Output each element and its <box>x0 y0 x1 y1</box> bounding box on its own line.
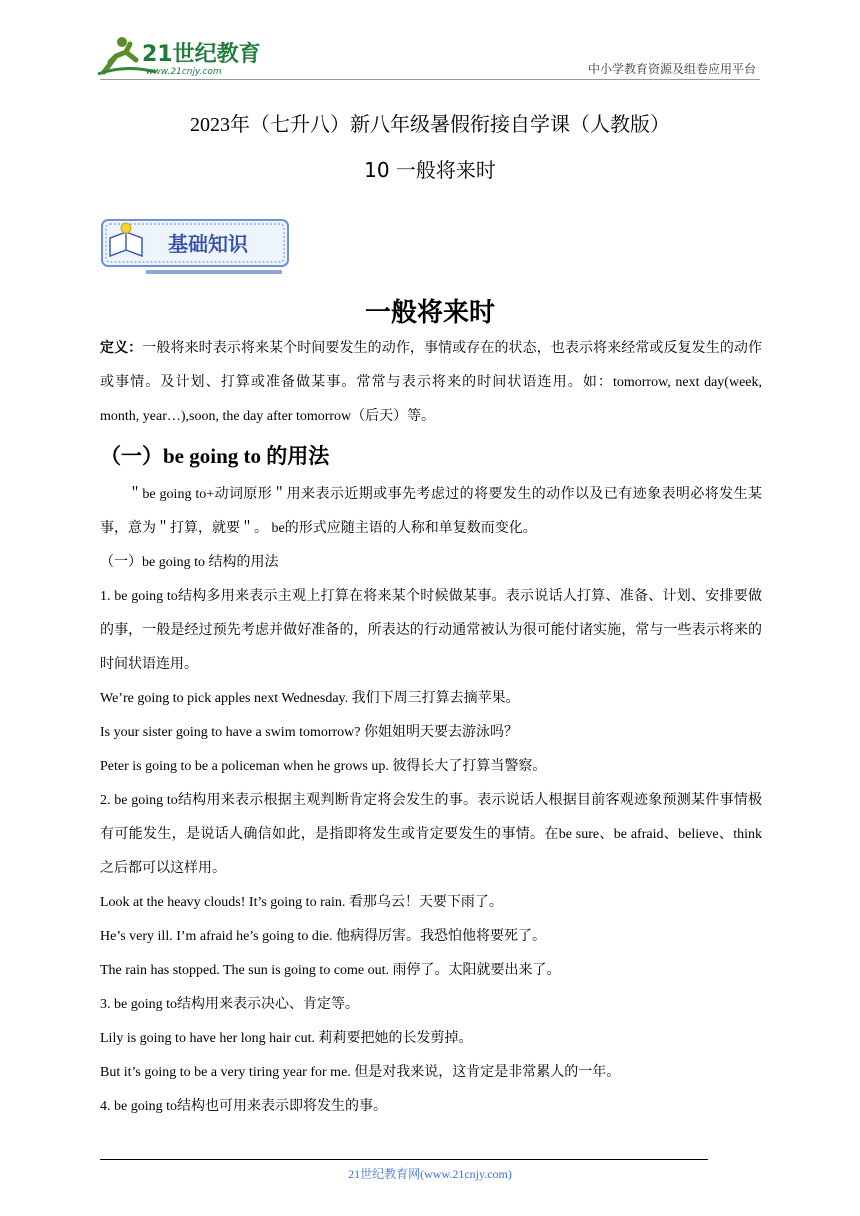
definition-text: 一般将来时表示将来某个时间要发生的动作，事情或存在的状态，也表示将来经常或反复发生的动作或事情。及计划、打算或准备做某事。常常与表示将来的时间状语连用。如：tomorrow, next day(week, month, year…),soon, the day after tomorrow（后天）等。 <box>100 341 763 424</box>
header-divider <box>100 79 760 80</box>
example-line: Is your sister going to have a swim tomorrow? 你姐姐明天要去游泳吗？ <box>100 725 519 740</box>
rule-3: 3. be going to结构用来表示决心、肯定等。 <box>100 997 359 1012</box>
rule-2: 2. be going to结构用来表示根据主观判断肯定将会发生的事。表示说话人根据目前客观迹象预测某件事情极有可能发生，是说话人确信如此，是指即将发生或肯定要发生的事情。在be sure、be afraid、believe、think 之后都可以这样用。 <box>100 793 762 876</box>
rule-1: 1. be going to结构多用来表示主观上打算在将来某个时候做某事。表示说话人打算、准备、计划、安排要做的事，一般是经过预先考虑并做好准备的，所表达的行动通常被认为很可能付诸实施，常与一些表示将来的时间状语连用。 <box>100 589 762 672</box>
lesson-title: 10 一般将来时 <box>364 158 496 182</box>
intro-paragraph: ＂be going to+动词原形＂用来表示近期或事先考虑过的将要发生的动作以及已有迹象表明必将发生某事，意为＂打算，就要＂。 be的形式应随主语的人称和单复数而变化。 <box>100 487 762 536</box>
document-title: 2023年（七升八）新八年级暑假衔接自学课（人教版） <box>190 114 670 136</box>
banner-stripes <box>146 270 282 274</box>
definition-label: 定义： <box>100 341 143 356</box>
platform-name: 中小学教育资源及组卷应用平台 <box>587 62 756 76</box>
basic-knowledge-banner <box>100 218 290 276</box>
site-logo <box>96 34 266 78</box>
footer-divider <box>100 1159 708 1160</box>
example-line: We’re going to pick apples next Wednesday. 我们下周三打算去摘苹果。 <box>100 691 520 706</box>
logo-text: 21世纪教育 <box>142 42 261 67</box>
section-title: 一般将来时 <box>364 298 495 328</box>
example-line: The rain has stopped. The sun is going to come out. 雨停了。太阳就要出来了。 <box>100 963 561 978</box>
example-line: But it’s going to be a very tiring year for me. 但是对我来说，这肯定是非常累人的一年。 <box>100 1065 621 1080</box>
definition-paragraph <box>100 332 762 434</box>
heading-be-going-to: （一）be going to 的用法 <box>100 444 330 468</box>
example-line: Peter is going to be a policeman when he grows up. 彼得长大了打算当警察。 <box>100 759 547 774</box>
example-line: Look at the heavy clouds! It’s going to rain. 看那乌云！天要下雨了。 <box>100 895 503 910</box>
sub-heading: （一）be going to 结构的用法 <box>100 555 279 570</box>
footer-link[interactable]: 21世纪教育网(www.21cnjy.com) <box>348 1167 512 1181</box>
svg-text:基础知识: 基础知识 <box>168 232 248 256</box>
example-line: He’s very ill. I’m afraid he’s going to die. 他病得厉害。我恐怕他将要死了。 <box>100 929 546 944</box>
logo-url: www.21cnjy.com <box>146 67 222 77</box>
rule-4: 4. be going to结构也可用来表示即将发生的事。 <box>100 1099 387 1114</box>
example-line: Lily is going to have her long hair cut. 莉莉要把她的长发剪掉。 <box>100 1031 473 1046</box>
